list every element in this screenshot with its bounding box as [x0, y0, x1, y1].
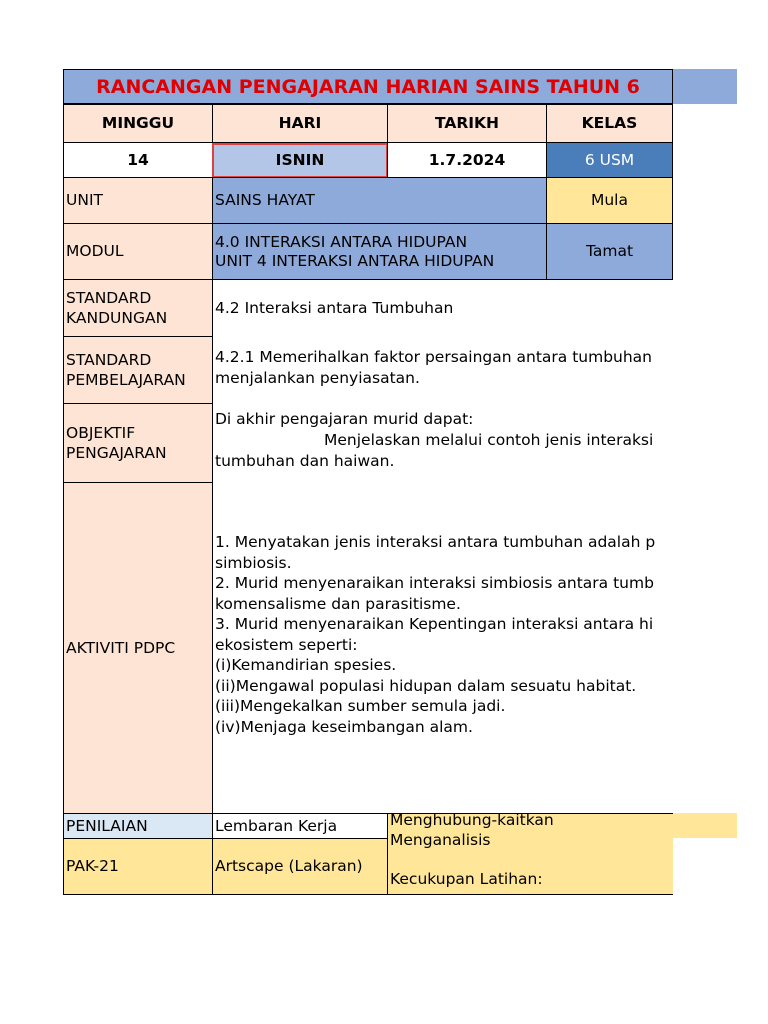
objektif-label-2: PENGAJARAN — [66, 444, 167, 462]
objektif-line-3: tumbuhan dan haiwan. — [215, 452, 395, 470]
standard-pembelajaran-value[interactable] — [212, 336, 673, 404]
aktiviti-line: simbiosis. — [215, 553, 292, 572]
aktiviti-line: ekosistem seperti: — [215, 635, 358, 654]
aktiviti-line: 3. Murid menyenaraikan Kepentingan interaksi antara hi — [215, 615, 654, 633]
unit-status-mula[interactable]: Mula — [546, 177, 673, 224]
modul-value[interactable] — [212, 223, 547, 280]
kbat-line-3 — [390, 850, 673, 870]
standard-pembelajaran-label-2: PEMBELAJARAN — [66, 371, 186, 389]
header-tarikh: TARIKH — [387, 104, 547, 143]
header-hari: HARI — [212, 104, 388, 143]
modul-status-tamat[interactable]: Tamat — [546, 223, 673, 280]
standard-kandungan-label-2: KANDUNGAN — [66, 309, 168, 327]
unit-label: UNIT — [63, 177, 213, 224]
header-minggu: MINGGU — [63, 104, 213, 143]
standard-pembelajaran-line-2: menjalankan penyiasatan. — [215, 369, 420, 387]
aktiviti-line: 2. Murid menyenaraikan interaksi simbiosis antara tumb — [215, 574, 654, 592]
standard-pembelajaran-label — [63, 336, 213, 404]
standard-kandungan-label — [63, 279, 213, 337]
kbat-overflow-band — [673, 813, 737, 838]
standard-pembelajaran-label-1: STANDARD — [66, 351, 152, 369]
penilaian-label: PENILAIAN — [63, 813, 213, 839]
standard-pembelajaran-line-1: 4.2.1 Memerihalkan faktor persaingan antara tumbuhan — [215, 348, 653, 366]
objektif-label-1: OBJEKTIF — [66, 424, 136, 442]
pak21-label: PAK-21 — [63, 838, 213, 895]
aktiviti-line: (ii)Mengawal populasi hidupan dalam sesuatu habitat. — [215, 676, 637, 695]
aktiviti-line: (iii)Mengekalkan sumber semula jadi. — [215, 697, 506, 715]
objektif-value[interactable] — [212, 403, 673, 483]
standard-kandungan-label-1: STANDARD — [66, 289, 152, 307]
objektif-label — [63, 403, 213, 483]
unit-value[interactable]: SAINS HAYAT — [212, 177, 547, 224]
modul-line-1: 4.0 INTERAKSI ANTARA HIDUPAN — [215, 232, 468, 251]
kbat-line-4: Kecukupan Latihan: — [390, 869, 543, 888]
tarikh-value[interactable]: 1.7.2024 — [387, 142, 547, 178]
modul-line-2: UNIT 4 INTERAKSI ANTARA HIDUPAN — [215, 251, 495, 270]
standard-kandungan-value[interactable]: 4.2 Interaksi antara Tumbuhan — [212, 279, 673, 337]
kbat-line-1: Menghubung-kaitkan — [390, 813, 554, 829]
kbat-cell[interactable] — [387, 813, 673, 895]
minggu-value[interactable]: 14 — [63, 142, 213, 178]
aktiviti-line: (i)Kemandirian spesies. — [215, 656, 397, 674]
objektif-line-1: Di akhir pengajaran murid dapat: — [215, 410, 474, 428]
page-title: RANCANGAN PENGAJARAN HARIAN SAINS TAHUN 6 — [63, 69, 673, 104]
modul-label: MODUL — [63, 223, 213, 280]
hari-value[interactable]: ISNIN — [212, 143, 388, 178]
aktiviti-line: 1. Menyatakan jenis interaksi antara tumbuhan adalah p — [215, 533, 656, 551]
objektif-line-2: Menjelaskan melalui contoh jenis interaksi — [324, 431, 654, 449]
aktiviti-label: AKTIVITI PDPC — [63, 482, 213, 814]
kbat-line-2: Menganalisis — [390, 830, 491, 849]
penilaian-value[interactable]: Lembaran Kerja — [212, 813, 388, 839]
aktiviti-content[interactable] — [212, 482, 673, 814]
aktiviti-line: komensalisme dan parasitisme. — [215, 594, 461, 613]
header-kelas: KELAS — [546, 104, 673, 143]
aktiviti-line: (iv)Menjaga keseimbangan alam. — [215, 717, 473, 736]
kelas-value[interactable]: 6 USM — [546, 142, 673, 178]
pak21-value[interactable]: Artscape (Lakaran) — [212, 838, 388, 895]
